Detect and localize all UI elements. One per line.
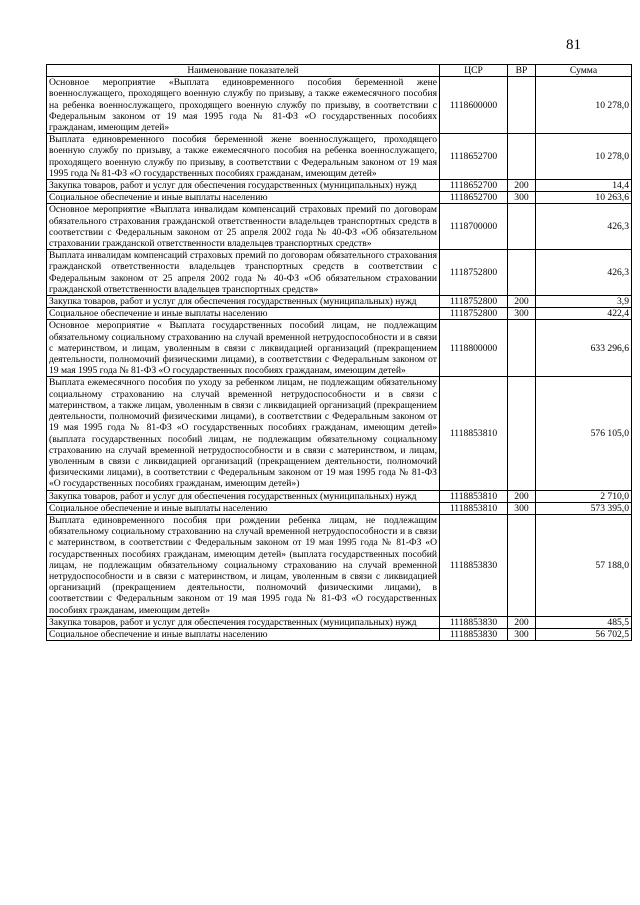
row-sum: 426,3 [536,204,632,250]
table-row [47,296,632,308]
row-csr: 1118652700 [440,192,508,204]
row-name: Основное мероприятие « Выплата государственных пособий лицам, не подлежащим обязательному социальному страхованию на случай временной нетрудоспособности и в связи с материнством, и лицам, уволенным в связи с ликвидацией организаций (прекращением деятельности, полномочий физическими лицами), в соответствии с Федеральным законом от 19 мая 1995 года № 81-ФЗ «О государственных пособиях гражданам, имеющим детей» [47,320,440,377]
row-csr: 1118853830 [440,514,508,616]
row-sum: 10 263,6 [536,192,632,204]
table-row [47,134,632,180]
row-vr: 300 [508,308,536,320]
row-vr [508,204,536,250]
header-csr: ЦСР [440,65,508,77]
row-sum: 57 188,0 [536,514,632,616]
row-name: Социальное обеспечение и иные выплаты населению [47,502,440,514]
table-row [47,502,632,514]
row-csr: 1118752800 [440,296,508,308]
row-sum: 422,4 [536,308,632,320]
row-vr [508,77,536,134]
row-csr: 1118853810 [440,502,508,514]
table-row [47,377,632,490]
row-csr: 1118652700 [440,134,508,180]
header-vr: ВР [508,65,536,77]
row-csr: 1118752800 [440,308,508,320]
row-name: Основное мероприятие «Выплата единовременного пособия беременной жене военнослужащего, проходящего военную службу по призыву, а также ежемесячного пособия на ребенка военнослужащего, проходящего военную службу по призыву, в соответствии с Федеральным законом от 19 мая 1995 года № 81-ФЗ «О государственных пособиях гражданам, имеющим детей» [47,77,440,134]
row-csr: 1118600000 [440,77,508,134]
row-name: Выплата единовременного пособия при рождении ребенка лицам, не подлежащим обязательному социальному страхованию на случай временной нетрудоспособности и в связи с материнством, в соответствии с Федеральным законом от 19 мая 1995 года № 81-ФЗ «О государственных пособиях гражданам, имеющим детей» (выплата государственных пособий лицам, не подлежащим обязательному социальному страхованию на случай временной нетрудоспособности и в связи с материнством, и лицам, уволенным в связи с ликвидацией организаций (прекращением деятельности, полномочий физическими лицами), в соответствии с Федеральным законом от 19 мая 1995 года № 81-ФЗ «О государственных пособиях гражданам, имеющим детей» [47,514,440,616]
row-name: Закупка товаров, работ и услуг для обеспечения государственных (муниципальных) нужд [47,616,440,628]
row-vr: 300 [508,502,536,514]
row-sum: 573 395,0 [536,502,632,514]
row-name: Выплата единовременного пособия беременной жене военнослужащего, проходящего военную службу по призыву, а также ежемесячного пособия на ребенка военнослужащего, проходящего военную службу по призыву, в соответствии с Федеральным законом от 19 мая 1995 года № 81-ФЗ «О государственных пособиях гражданам, имеющим детей» [47,134,440,180]
row-name: Социальное обеспечение и иные выплаты населению [47,628,440,640]
table-row [47,180,632,192]
row-name: Основное мероприятие «Выплата инвалидам компенсаций страховых премий по договорам обязательного страхования гражданской ответственности владельцев транспортных средств в соответствии с Федеральным законом от 25 апреля 2002 года № 40-ФЗ «Об обязательном страховании гражданской ответственности владельцев транспортных средств» [47,204,440,250]
row-vr: 200 [508,296,536,308]
table-row [47,320,632,377]
row-sum: 2 710,0 [536,490,632,502]
row-sum: 10 278,0 [536,134,632,180]
row-csr: 1118752800 [440,250,508,296]
row-name: Выплата инвалидам компенсаций страховых премий по договорам обязательного страхования гражданской ответственности владельцев транспортных средств в соответствии с Федеральным законом от 25 апреля 2002 года № 40-ФЗ «Об обязательном страховании гражданской ответственности владельцев транспортных средств» [47,250,440,296]
header-name: Наименование показателей [47,65,440,77]
header-sum: Сумма [536,65,632,77]
row-vr: 200 [508,490,536,502]
row-vr [508,250,536,296]
row-sum: 426,3 [536,250,632,296]
row-csr: 1118652700 [440,180,508,192]
row-vr: 200 [508,180,536,192]
row-csr: 1118700000 [440,204,508,250]
table-row [47,616,632,628]
table-row [47,628,632,640]
table-row [47,490,632,502]
budget-table [46,64,632,641]
row-vr: 300 [508,628,536,640]
row-name: Выплата ежемесячного пособия по уходу за ребенком лицам, не подлежащим обязательному социальному страхованию на случай временной нетрудоспособности и в связи с материнством, а также лицам, уволенным в связи с ликвидацией организаций (прекращением деятельности, полномочий физическими лицами), в соответствии с Федеральным законом от 19 мая 1995 года № 81-ФЗ «О государственных пособиях гражданам, имеющим детей» (выплата государственных пособий лицам, не подлежащим обязательному социальному страхованию на случай временной нетрудоспособности и в связи с материнством, и лицам, уволенным в связи с ликвидацией организаций (прекращением деятельности, полномочий физическими лицами), в соответствии с Федеральным законом от 19 мая 1995 года № 81-ФЗ «О государственных пособиях гражданам, имеющим детей») [47,377,440,490]
row-vr [508,320,536,377]
row-sum: 633 296,6 [536,320,632,377]
row-sum: 14,4 [536,180,632,192]
row-name: Закупка товаров, работ и услуг для обеспечения государственных (муниципальных) нужд [47,180,440,192]
row-name: Социальное обеспечение и иные выплаты населению [47,308,440,320]
row-vr [508,377,536,490]
row-sum: 576 105,0 [536,377,632,490]
table-row [47,204,632,250]
row-csr: 1118853810 [440,377,508,490]
table-row [47,77,632,134]
row-sum: 3,9 [536,296,632,308]
row-csr: 1118853830 [440,616,508,628]
row-csr: 1118853810 [440,490,508,502]
table-row [47,514,632,616]
row-csr: 1118853830 [440,628,508,640]
row-vr [508,514,536,616]
page-number: 81 [566,37,581,53]
table-row [47,250,632,296]
row-sum: 10 278,0 [536,77,632,134]
row-vr: 200 [508,616,536,628]
row-name: Закупка товаров, работ и услуг для обеспечения государственных (муниципальных) нужд [47,490,440,502]
row-name: Закупка товаров, работ и услуг для обеспечения государственных (муниципальных) нужд [47,296,440,308]
row-sum: 56 702,5 [536,628,632,640]
row-sum: 485,5 [536,616,632,628]
row-name: Социальное обеспечение и иные выплаты населению [47,192,440,204]
row-vr [508,134,536,180]
row-vr: 300 [508,192,536,204]
row-csr: 1118800000 [440,320,508,377]
table-header-row [47,65,632,77]
table-row [47,192,632,204]
table-row [47,308,632,320]
